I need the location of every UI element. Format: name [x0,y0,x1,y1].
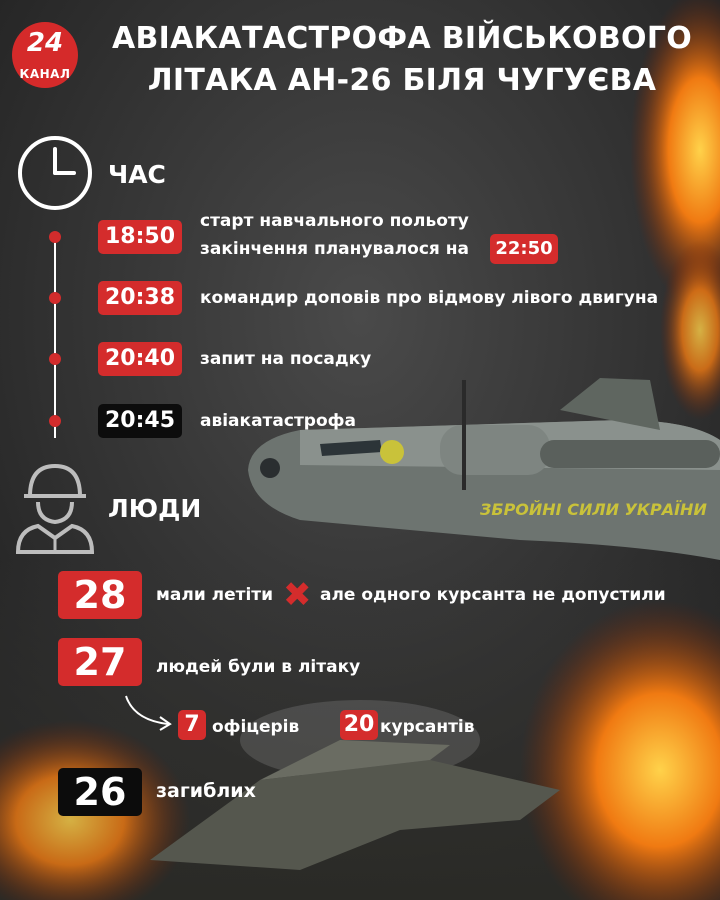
officers-count-badge: 7 [178,710,206,740]
dead-text: загиблих [156,780,256,802]
time-badge: 20:45 [98,404,182,438]
end-time-badge: 22:50 [490,234,558,264]
planned-text-2: але одного курсанта не допустили [320,585,666,605]
time-badge: 20:40 [98,342,182,376]
arrow-icon [120,692,180,732]
clock-icon [14,132,96,214]
onboard-count-badge: 27 [58,638,142,686]
timeline-dot [49,415,61,427]
planned-count-badge: 28 [58,571,142,619]
planned-text: мали летіти [156,585,274,605]
people-heading: ЛЮДИ [108,494,202,523]
event-text: старт навчального польоту [200,211,469,231]
soldier-icon [12,458,98,554]
event-text: закінчення планувалося на [200,239,469,259]
logo-text: КАНАЛ [19,67,71,81]
time-badge: 18:50 [98,220,182,254]
timeline-dot [49,292,61,304]
timeline-dot [49,231,61,243]
event-text: запит на посадку [200,349,372,369]
title-line-2: ЛІТАКА АН-26 БІЛЯ ЧУГУЄВА [147,63,657,98]
timeline-dot [49,353,61,365]
title-line-1: АВІАКАТАСТРОФА ВІЙСЬКОВОГО [111,21,693,56]
page-title [92,18,712,102]
timeline-line [54,232,56,438]
logo-number: 24 [26,28,64,58]
cross-icon: ✖ [283,575,312,615]
cadets-count-badge: 20 [340,710,378,740]
officers-text: офіцерів [212,717,300,737]
cadets-text: курсантів [380,717,475,737]
dead-count-badge: 26 [58,768,142,816]
fuselage-text: ЗБРОЙНІ СИЛИ УКРАЇНИ [480,500,707,519]
event-text: командир доповів про відмову лівого двигуна [200,288,659,308]
channel-logo [12,22,78,88]
onboard-text: людей були в літаку [156,657,361,677]
time-badge: 20:38 [98,281,182,315]
time-heading: ЧАС [108,160,166,189]
event-text: авіакатастрофа [200,411,356,431]
